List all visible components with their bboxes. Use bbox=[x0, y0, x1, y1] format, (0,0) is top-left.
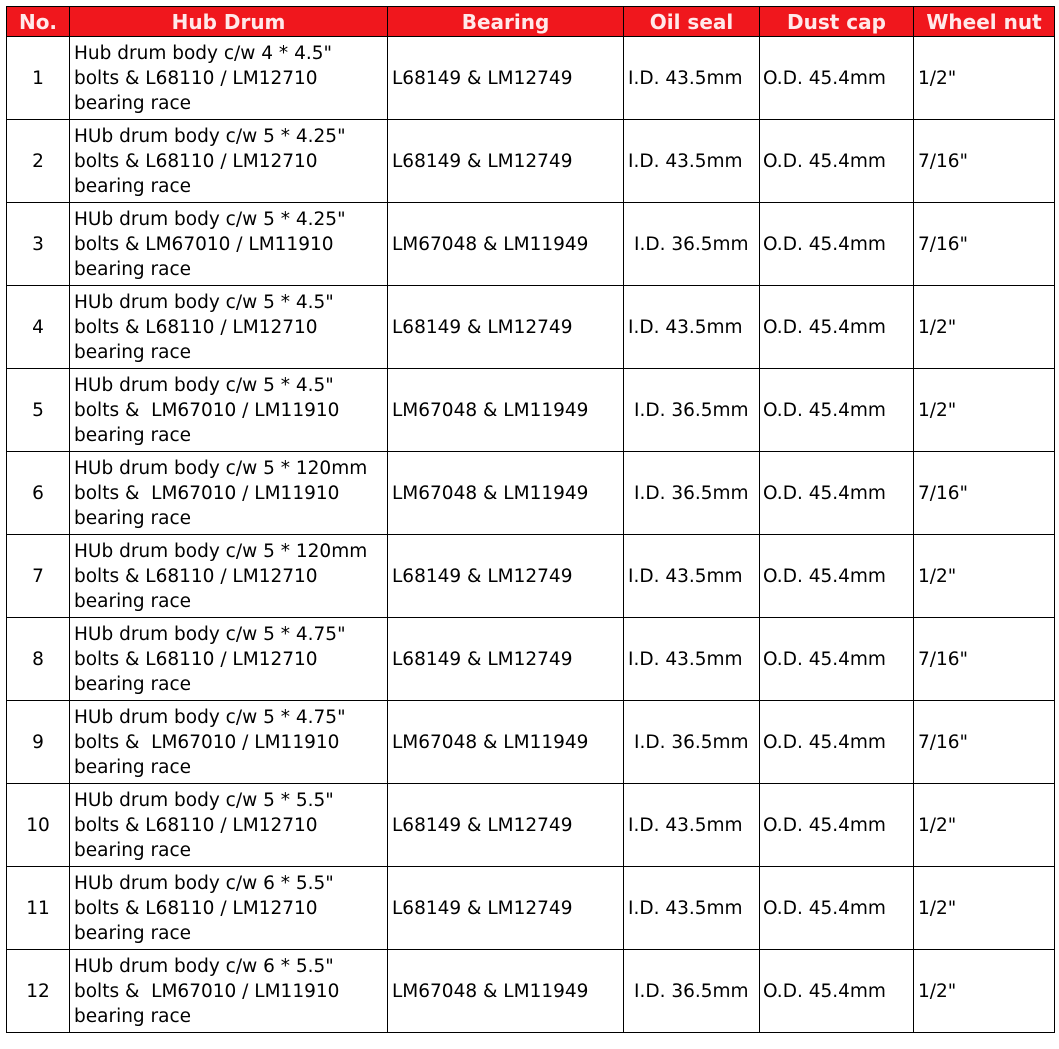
table-row bbox=[7, 452, 1055, 535]
hub-drum-cell bbox=[70, 535, 388, 618]
hub-drum-line: HUb drum body c/w 5 * 4.75" bbox=[74, 706, 346, 728]
hub-drum-line: bearing race bbox=[74, 756, 192, 778]
bearing-cell: LM67048 & LM11949 bbox=[388, 203, 624, 286]
header-no: No. bbox=[7, 7, 70, 37]
bearing-cell: LM67048 & LM11949 bbox=[388, 950, 624, 1033]
hub-drum-line: bolts & LM67010 / LM11910 bbox=[74, 731, 340, 753]
wheel-nut-cell: 1/2" bbox=[914, 784, 1055, 867]
wheel-nut-cell: 1/2" bbox=[914, 535, 1055, 618]
hub-drum-line: Hub drum body c/w 4 * 4.5" bbox=[74, 42, 332, 64]
hub-drum-cell bbox=[70, 867, 388, 950]
hub-drum-line: bolts & L68110 / LM12710 bbox=[74, 316, 318, 338]
row-number: 12 bbox=[7, 950, 70, 1033]
hub-drum-cell bbox=[70, 120, 388, 203]
wheel-nut-cell: 7/16" bbox=[914, 203, 1055, 286]
wheel-nut-cell: 1/2" bbox=[914, 950, 1055, 1033]
hub-drum-line: bearing race bbox=[74, 258, 192, 280]
oil-seal-cell: I.D. 36.5mm bbox=[624, 452, 760, 535]
header-wheel-nut: Wheel nut bbox=[914, 7, 1055, 37]
row-number: 5 bbox=[7, 369, 70, 452]
hub-drum-cell bbox=[70, 203, 388, 286]
oil-seal-cell: I.D. 36.5mm bbox=[624, 701, 760, 784]
hub-drum-line: bolts & L68110 / LM12710 bbox=[74, 648, 318, 670]
bearing-cell: L68149 & LM12749 bbox=[388, 867, 624, 950]
table-row bbox=[7, 784, 1055, 867]
table-row bbox=[7, 37, 1055, 120]
hub-drum-cell bbox=[70, 950, 388, 1033]
oil-seal-cell: I.D. 43.5mm bbox=[624, 120, 760, 203]
oil-seal-cell: I.D. 43.5mm bbox=[624, 37, 760, 120]
oil-seal-cell: I.D. 43.5mm bbox=[624, 784, 760, 867]
oil-seal-cell: I.D. 36.5mm bbox=[624, 369, 760, 452]
bearing-cell: L68149 & LM12749 bbox=[388, 535, 624, 618]
oil-seal-cell: I.D. 43.5mm bbox=[624, 286, 760, 369]
hub-drum-line: bolts & LM67010 / LM11910 bbox=[74, 482, 340, 504]
wheel-nut-cell: 1/2" bbox=[914, 37, 1055, 120]
hub-drum-cell bbox=[70, 618, 388, 701]
dust-cap-cell: O.D. 45.4mm bbox=[760, 535, 914, 618]
hub-drum-cell bbox=[70, 701, 388, 784]
hub-drum-line: HUb drum body c/w 5 * 4.75" bbox=[74, 623, 346, 645]
hub-drum-line: bolts & LM67010 / LM11910 bbox=[74, 233, 334, 255]
hub-drum-line: bearing race bbox=[74, 424, 192, 446]
wheel-nut-cell: 7/16" bbox=[914, 618, 1055, 701]
hub-drum-line: HUb drum body c/w 5 * 4.25" bbox=[74, 125, 346, 147]
dust-cap-cell: O.D. 45.4mm bbox=[760, 784, 914, 867]
table-row bbox=[7, 701, 1055, 784]
hub-drum-line: HUb drum body c/w 5 * 120mm bbox=[74, 540, 368, 562]
table-row bbox=[7, 369, 1055, 452]
table-row bbox=[7, 867, 1055, 950]
row-number: 11 bbox=[7, 867, 70, 950]
bearing-cell: L68149 & LM12749 bbox=[388, 120, 624, 203]
row-number: 8 bbox=[7, 618, 70, 701]
oil-seal-cell: I.D. 43.5mm bbox=[624, 618, 760, 701]
oil-seal-cell: I.D. 43.5mm bbox=[624, 535, 760, 618]
hub-drum-line: HUb drum body c/w 5 * 120mm bbox=[74, 457, 368, 479]
dust-cap-cell: O.D. 45.4mm bbox=[760, 120, 914, 203]
wheel-nut-cell: 7/16" bbox=[914, 452, 1055, 535]
hub-drum-line: bearing race bbox=[74, 673, 192, 695]
hub-drum-cell bbox=[70, 452, 388, 535]
hub-drum-line: bolts & LM67010 / LM11910 bbox=[74, 980, 340, 1002]
row-number: 3 bbox=[7, 203, 70, 286]
hub-drum-cell bbox=[70, 784, 388, 867]
dust-cap-cell: O.D. 45.4mm bbox=[760, 452, 914, 535]
dust-cap-cell: O.D. 45.4mm bbox=[760, 37, 914, 120]
bearing-cell: LM67048 & LM11949 bbox=[388, 369, 624, 452]
hub-drum-line: bolts & L68110 / LM12710 bbox=[74, 150, 318, 172]
wheel-nut-cell: 1/2" bbox=[914, 867, 1055, 950]
hub-drum-line: HUb drum body c/w 6 * 5.5" bbox=[74, 955, 334, 977]
table-row bbox=[7, 286, 1055, 369]
hub-drum-cell bbox=[70, 286, 388, 369]
dust-cap-cell: O.D. 45.4mm bbox=[760, 369, 914, 452]
bearing-cell: LM67048 & LM11949 bbox=[388, 701, 624, 784]
wheel-nut-cell: 7/16" bbox=[914, 701, 1055, 784]
wheel-nut-cell: 1/2" bbox=[914, 369, 1055, 452]
hub-drum-line: HUb drum body c/w 5 * 4.5" bbox=[74, 291, 334, 313]
hub-drum-spec-table bbox=[6, 6, 1055, 1033]
wheel-nut-cell: 1/2" bbox=[914, 286, 1055, 369]
hub-drum-line: bearing race bbox=[74, 341, 192, 363]
hub-drum-line: bolts & L68110 / LM12710 bbox=[74, 814, 318, 836]
bearing-cell: L68149 & LM12749 bbox=[388, 37, 624, 120]
hub-drum-line: bolts & L68110 / LM12710 bbox=[74, 67, 318, 89]
hub-drum-cell bbox=[70, 369, 388, 452]
header-oil-seal: Oil seal bbox=[624, 7, 760, 37]
row-number: 7 bbox=[7, 535, 70, 618]
hub-drum-line: HUb drum body c/w 5 * 5.5" bbox=[74, 789, 334, 811]
header-dust-cap: Dust cap bbox=[760, 7, 914, 37]
hub-drum-line: bearing race bbox=[74, 839, 192, 861]
oil-seal-cell: I.D. 36.5mm bbox=[624, 950, 760, 1033]
dust-cap-cell: O.D. 45.4mm bbox=[760, 867, 914, 950]
hub-drum-spec-sheet bbox=[6, 6, 1055, 1033]
hub-drum-line: bearing race bbox=[74, 590, 192, 612]
oil-seal-cell: I.D. 43.5mm bbox=[624, 867, 760, 950]
table-row bbox=[7, 203, 1055, 286]
table-header-row bbox=[7, 7, 1055, 37]
row-number: 4 bbox=[7, 286, 70, 369]
header-bearing: Bearing bbox=[388, 7, 624, 37]
hub-drum-line: HUb drum body c/w 5 * 4.25" bbox=[74, 208, 346, 230]
table-row bbox=[7, 950, 1055, 1033]
table-row bbox=[7, 618, 1055, 701]
row-number: 9 bbox=[7, 701, 70, 784]
hub-drum-line: bolts & L68110 / LM12710 bbox=[74, 897, 318, 919]
hub-drum-line: bearing race bbox=[74, 92, 192, 114]
hub-drum-line: bearing race bbox=[74, 1005, 192, 1027]
wheel-nut-cell: 7/16" bbox=[914, 120, 1055, 203]
bearing-cell: L68149 & LM12749 bbox=[388, 618, 624, 701]
hub-drum-line: bearing race bbox=[74, 507, 192, 529]
header-hub-drum: Hub Drum bbox=[70, 7, 388, 37]
table-row bbox=[7, 535, 1055, 618]
table-row bbox=[7, 120, 1055, 203]
dust-cap-cell: O.D. 45.4mm bbox=[760, 618, 914, 701]
dust-cap-cell: O.D. 45.4mm bbox=[760, 203, 914, 286]
row-number: 2 bbox=[7, 120, 70, 203]
row-number: 1 bbox=[7, 37, 70, 120]
dust-cap-cell: O.D. 45.4mm bbox=[760, 950, 914, 1033]
hub-drum-line: bearing race bbox=[74, 922, 192, 944]
row-number: 10 bbox=[7, 784, 70, 867]
hub-drum-line: bearing race bbox=[74, 175, 192, 197]
hub-drum-cell bbox=[70, 37, 388, 120]
bearing-cell: L68149 & LM12749 bbox=[388, 286, 624, 369]
hub-drum-line: bolts & L68110 / LM12710 bbox=[74, 565, 318, 587]
dust-cap-cell: O.D. 45.4mm bbox=[760, 286, 914, 369]
hub-drum-line: HUb drum body c/w 6 * 5.5" bbox=[74, 872, 334, 894]
dust-cap-cell: O.D. 45.4mm bbox=[760, 701, 914, 784]
hub-drum-line: bolts & LM67010 / LM11910 bbox=[74, 399, 340, 421]
row-number: 6 bbox=[7, 452, 70, 535]
hub-drum-line: HUb drum body c/w 5 * 4.5" bbox=[74, 374, 334, 396]
oil-seal-cell: I.D. 36.5mm bbox=[624, 203, 760, 286]
bearing-cell: L68149 & LM12749 bbox=[388, 784, 624, 867]
bearing-cell: LM67048 & LM11949 bbox=[388, 452, 624, 535]
